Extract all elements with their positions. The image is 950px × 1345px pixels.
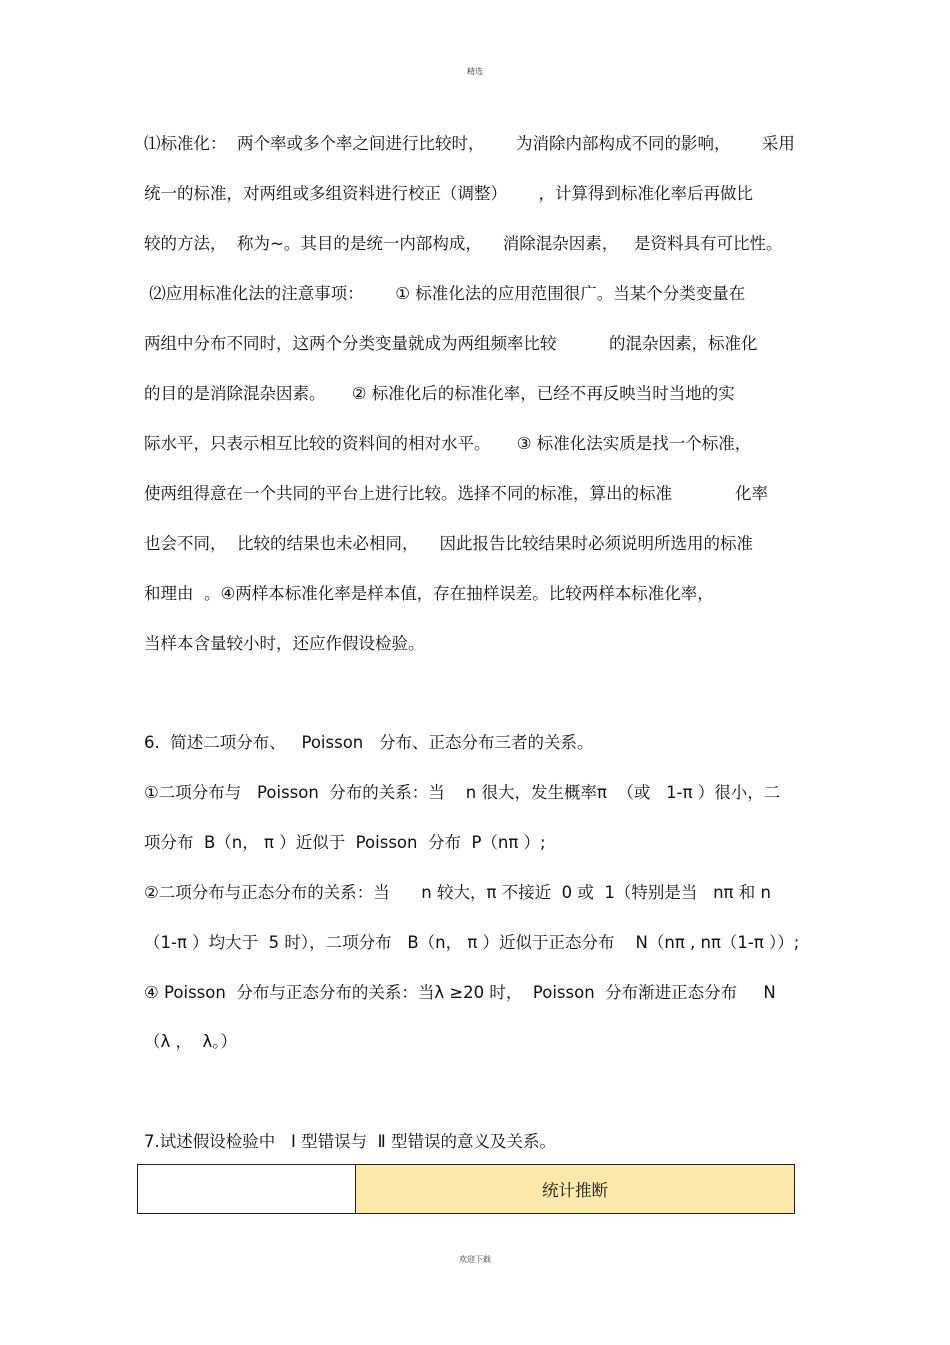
- section-7-title: 7.试述假设检验中 Ⅰ 型错误与 Ⅱ 型错误的意义及关系。: [144, 1132, 556, 1151]
- text-line: 较的方法， 称为~。其目的是统一内部构成， 消除混杂因素， 是资料具有可比性。: [144, 234, 783, 253]
- text-line: 和理由 。④两样本标准化率是样本值，存在抽样误差。比较两样本标准化率，: [144, 584, 714, 603]
- table-cell-empty: [138, 1165, 356, 1214]
- text-line: 使两组得意在一个共同的平台上进行比较。选择不同的标准，算出的标准 化率: [144, 484, 768, 503]
- inference-table: [137, 1164, 795, 1214]
- text-line: ④ Poisson 分布与正态分布的关系：当λ ≥20 时， Poisson 分布渐进正态分布 N: [144, 983, 776, 1002]
- page-header: 精选: [467, 67, 483, 76]
- section-6-title: 6. 简述二项分布、 Poisson 分布、正态分布三者的关系。: [144, 733, 594, 752]
- text-line: ①二项分布与 Poisson 分布的关系：当 n 很大，发生概率π （或 1-π ）很小，二: [144, 783, 781, 802]
- text-line: （1-π ）均大于 5 时），二项分布 B（n， π ）近似于正态分布 N（nπ , nπ（1-π ））;: [144, 933, 800, 952]
- text-line: ②二项分布与正态分布的关系：当 n 较大，π 不接近 0 或 1（特别是当 nπ 和 n: [144, 883, 771, 902]
- text-line: 当样本含量较小时，还应作假设检验。: [144, 634, 425, 653]
- table-cell-statistical-inference: 统计推断: [356, 1165, 795, 1214]
- text-line: ⑴标准化： 两个率或多个率之间进行比较时， 为消除内部构成不同的影响， 采用: [144, 134, 795, 153]
- text-line: 也会不同， 比较的结果也未必相同， 因此报告比较结果时必须说明所选用的标准: [144, 534, 753, 553]
- text-line: ⑵应用标准化法的注意事项： ① 标准化法的应用范围很广。当某个分类变量在: [144, 284, 746, 303]
- text-line: 统一的标准，对两组或多组资料进行校正（调整） ，计算得到标准化率后再做比: [144, 184, 753, 203]
- text-line: 项分布 B（n， π ）近似于 Poisson 分布 P（nπ ）;: [144, 833, 546, 852]
- text-line: 际水平，只表示相互比较的资料间的相对水平。 ③ 标准化法实质是找一个标准，: [144, 434, 752, 453]
- text-line: （λ ， λ。）: [144, 1032, 238, 1051]
- text-line: 两组中分布不同时，这两个分类变量就成为两组频率比较 的混杂因素，标准化: [144, 334, 758, 353]
- text-line: 的目的是消除混杂因素。 ② 标准化后的标准化率，已经不再反映当时当地的实: [144, 384, 735, 403]
- table-row: [138, 1165, 795, 1214]
- page-footer: 欢迎下载: [459, 1255, 491, 1264]
